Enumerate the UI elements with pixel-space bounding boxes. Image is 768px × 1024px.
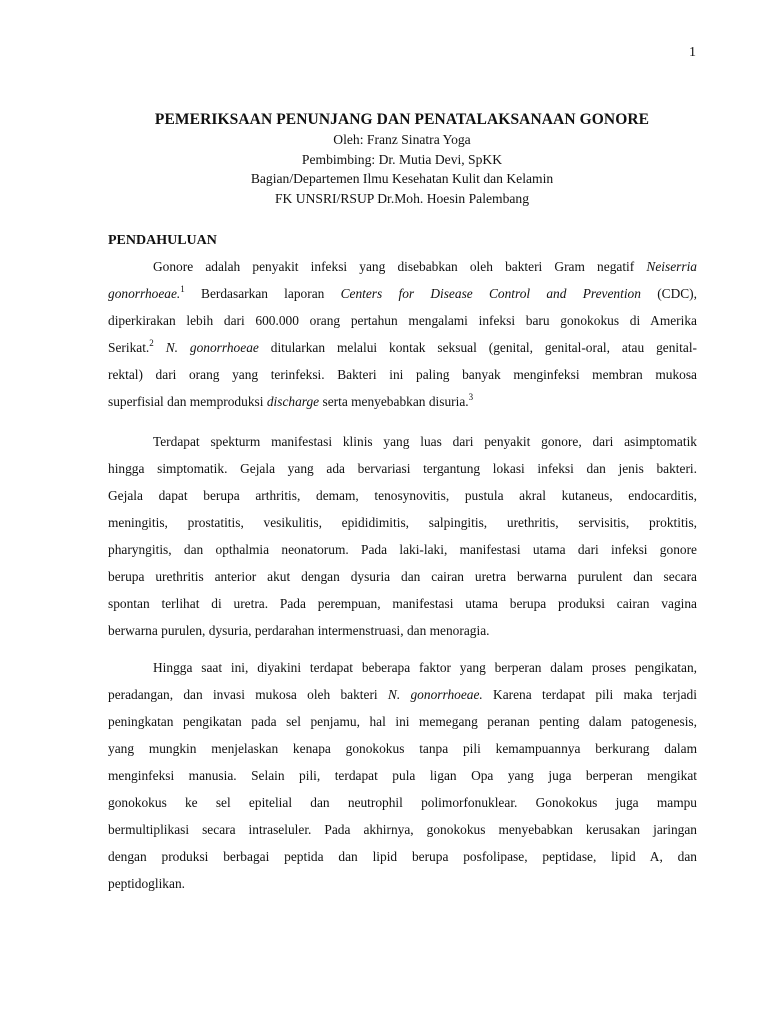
text-line: Terdapat spekturm manifestasi klinis yang luas dari penyakit gonore, dari asimptomatik bbox=[153, 434, 697, 449]
text-line: gonorrhoeae.$^1$ Berdasarkan laporan Centers for Disease Control and Prevention (CDC), bbox=[108, 284, 697, 301]
text-line: peradangan, dan invasi mukosa oleh bakteri N. gonorrhoeae. Karena terdapat pili maka terjadi bbox=[108, 687, 697, 702]
page-number: 1 bbox=[689, 45, 696, 60]
text-line: meningitis, prostatitis, vesikulitis, epididimitis, salpingitis, urethritis, servisitis, proktitis, bbox=[108, 515, 697, 530]
text-line: hingga simptomatik. Gejala yang ada bervariasi tergantung lokasi infeksi dan jenis bakteri. bbox=[108, 461, 697, 476]
document-title: PEMERIKSAAN PENUNJANG DAN PENATALAKSANAAN GONORE bbox=[154, 111, 650, 128]
text-line: superfisial dan memproduksi discharge serta menyebabkan disuria.$^3$ bbox=[108, 392, 474, 409]
text-line: spontan terlihat di uretra. Pada perempuan, manifestasi utama berupa produksi cairan vagina bbox=[108, 596, 697, 611]
document-header bbox=[0, 110, 768, 208]
text-line: Gejala dapat berupa arthritis, demam, tenosynovitis, pustula akral kutaneus, endocarditis, bbox=[108, 488, 697, 503]
text-line: gonokokus ke sel epitelial dan neutrophil polimorfonuklear. Gonokokus juga mampu bbox=[108, 795, 697, 810]
author-line: Oleh: Franz Sinatra Yoga bbox=[333, 132, 471, 147]
paragraph-3 bbox=[108, 654, 697, 897]
section-heading: PENDAHULUAN bbox=[108, 233, 217, 248]
text-line: pharyngitis, dan opthalmia neonatorum. Pada laki-laki, manifestasi utama dari infeksi gonore bbox=[108, 542, 697, 557]
text-line: menginfeksi manusia. Selain pili, terdapat pula ligan Opa yang juga berperan mengikat bbox=[108, 768, 697, 783]
text-line: Serikat.$^2$ N. gonorrhoeae ditularkan melalui kontak seksual (genital, genital-oral, atau genital- bbox=[108, 338, 697, 355]
paragraph-1 bbox=[108, 253, 697, 415]
text-line: peningkatan pengikatan pada sel penjamu, hal ini memegang peranan penting dalam patogenesis, bbox=[108, 714, 697, 729]
institution-line: FK UNSRI/RSUP Dr.Moh. Hoesin Palembang bbox=[274, 190, 530, 206]
supervisor-line: Pembimbing: Dr. Mutia Devi, SpKK bbox=[301, 151, 503, 167]
paragraph-2 bbox=[108, 428, 697, 644]
text-line: Hingga saat ini, diyakini terdapat beberapa faktor yang berperan dalam proses pengikatan, bbox=[153, 660, 697, 675]
text-line: berwarna purulen, dysuria, perdarahan intermenstruasi, dan menoragia. bbox=[108, 623, 490, 638]
text-line: bermultiplikasi secara intraseluler. Pada akhirnya, gonokokus menyebabkan kerusakan jaringan bbox=[108, 822, 697, 837]
text-line: peptidoglikan. bbox=[108, 876, 185, 891]
text-line: yang mungkin menjelaskan kenapa gonokokus tanpa pili kemampuannya berkurang dalam bbox=[108, 741, 697, 756]
text-line: Gonore adalah penyakit infeksi yang disebabkan oleh bakteri Gram negatif Neiserria bbox=[153, 259, 697, 274]
text-line: diperkirakan lebih dari 600.000 orang pertahun mengalami infeksi baru gonokokus di Amerika bbox=[108, 313, 697, 328]
text-line: berupa urethritis anterior akut dengan dysuria dan cairan uretra berwarna purulent dan secara bbox=[108, 569, 697, 584]
text-line: rektal) dari orang yang terinfeksi. Bakteri ini paling banyak menginfeksi membran mukosa bbox=[108, 367, 697, 382]
department-line: Bagian/Departemen Ilmu Kesehatan Kulit dan Kelamin bbox=[250, 171, 554, 186]
text-line: dengan produksi berbagai peptida dan lipid berupa posfolipase, peptidase, lipid A, dan bbox=[108, 849, 697, 864]
